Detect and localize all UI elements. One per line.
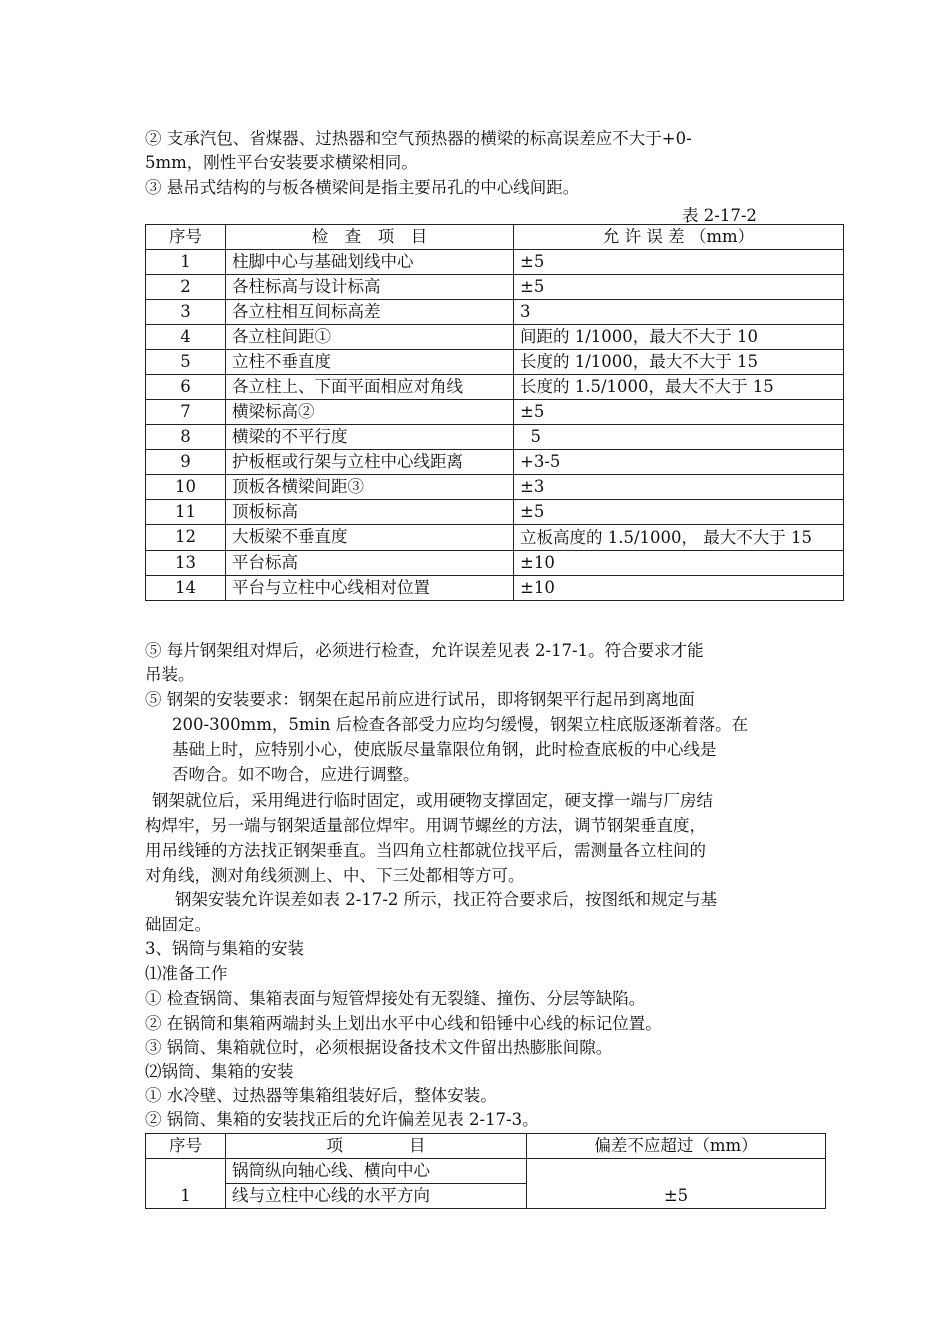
section-heading: 3、锅筒与集箱的安装 xyxy=(145,939,304,958)
row-item-line-1: 锅筒纵向轴心线、横向中心 xyxy=(226,1159,527,1184)
header-cell: 序号 xyxy=(146,225,226,250)
row-item: 各立柱上、下面平面相应对角线 xyxy=(226,375,514,400)
body-line: ② 在锅筒和集箱两端封头上划出水平中心线和铅锤中心线的标记位置。 xyxy=(145,1014,662,1033)
body-line: ① 水冷壁、过热器等集箱组装好后，整体安装。 xyxy=(145,1086,497,1105)
body-line: ① 检查锅筒、集箱表面与短管焊接处有无裂缝、撞伤、分层等缺陷。 xyxy=(145,989,646,1008)
row-number: 13 xyxy=(146,551,226,576)
row-tolerance: 长度的 1.5/1000，最大不大于 15 xyxy=(514,375,844,400)
body-line: 钢架就位后，采用绳进行临时固定，或用硬物支撑固定，硬支撑一端与厂房结 xyxy=(152,791,713,810)
table-row xyxy=(146,275,844,300)
table-header-row xyxy=(146,1134,826,1159)
row-tolerance: ±5 xyxy=(514,275,844,300)
row-item: 护板框或行架与立柱中心线距离 xyxy=(226,450,514,475)
row-tolerance: 3 xyxy=(514,300,844,325)
header-cell: 序号 xyxy=(146,1134,226,1159)
row-tolerance: ±5 xyxy=(514,500,844,525)
row-tolerance: ±5 xyxy=(514,400,844,425)
table-row xyxy=(146,425,844,450)
row-tolerance: ±5 xyxy=(527,1159,826,1209)
row-item: 各立柱间距① xyxy=(226,325,514,350)
row-tolerance: 长度的 1/1000，最大不大于 15 xyxy=(514,350,844,375)
body-line: ⑤ 钢架的安装要求：钢架在起吊前应进行试吊，即将钢架平行起吊到离地面 xyxy=(145,690,695,709)
body-line: 吊装。 xyxy=(145,665,195,684)
row-item: 顶板标高 xyxy=(226,500,514,525)
table-row xyxy=(146,1159,826,1184)
row-number: 6 xyxy=(146,375,226,400)
table-header-row xyxy=(146,225,844,250)
table-row xyxy=(146,325,844,350)
row-item: 立柱不垂直度 xyxy=(226,350,514,375)
header-cell: 允 许 误 差 （mm） xyxy=(514,225,844,250)
body-line: ③ 锅筒、集箱就位时，必须根据设备技术文件留出热膨胀间隙。 xyxy=(145,1038,613,1057)
row-item: 顶板各横梁间距③ xyxy=(226,475,514,500)
body-line: 基础上时，应特别小心，使底版尽量靠限位角钢，此时检查底板的中心线是 xyxy=(172,740,717,759)
row-item: 大板梁不垂直度 xyxy=(226,525,514,551)
table-row xyxy=(146,525,844,551)
header-cell: 检 查 项 目 xyxy=(226,225,514,250)
row-number: 1 xyxy=(146,1159,226,1209)
row-number: 4 xyxy=(146,325,226,350)
subsection-heading: ⑴准备工作 xyxy=(145,964,228,983)
tolerance-table-2-17-3 xyxy=(145,1133,826,1209)
row-tolerance: ±10 xyxy=(514,576,844,601)
row-number: 8 xyxy=(146,425,226,450)
body-line: 用吊线锤的方法找正钢架垂直。当四角立柱都就位找平后，需测量各立柱间的 xyxy=(145,841,706,860)
row-tolerance: +3-5 xyxy=(514,450,844,475)
row-number: 2 xyxy=(146,275,226,300)
row-tolerance: 间距的 1/1000，最大不大于 10 xyxy=(514,325,844,350)
body-line: 构焊牢，另一端与钢架适量部位焊牢。用调节螺丝的方法，调节钢架垂直度， xyxy=(145,816,706,835)
row-item: 横梁标高② xyxy=(226,400,514,425)
subsection-heading: ⑵锅筒、集箱的安装 xyxy=(145,1062,294,1081)
table-row xyxy=(146,400,844,425)
intro-line-3: ③ 悬吊式结构的与板各横梁间是指主要吊孔的中心线间距。 xyxy=(145,178,580,197)
table-row xyxy=(146,450,844,475)
row-number: 14 xyxy=(146,576,226,601)
row-tolerance: 立板高度的 1.5/1000， 最大不大于 15 xyxy=(514,525,844,551)
intro-line-1: ② 支承汽包、省煤器、过热器和空气预热器的横梁的标高误差应不大于+0- xyxy=(145,129,692,148)
tolerance-table-2-17-2 xyxy=(145,224,844,601)
row-tolerance: 5 xyxy=(514,425,844,450)
table-row xyxy=(146,300,844,325)
row-number: 7 xyxy=(146,400,226,425)
row-tolerance: ±3 xyxy=(514,475,844,500)
header-cell: 偏差不应超过（mm） xyxy=(527,1134,826,1159)
row-item: 柱脚中心与基础划线中心 xyxy=(226,250,514,275)
table-row xyxy=(146,350,844,375)
body-line: 否吻合。如不吻合，应进行调整。 xyxy=(172,765,420,784)
body-line: 础固定。 xyxy=(145,915,211,934)
intro-line-2: 5mm，刚性平台安装要求横梁相同。 xyxy=(145,153,418,172)
row-item: 平台标高 xyxy=(226,551,514,576)
table-row xyxy=(146,475,844,500)
row-tolerance: ±5 xyxy=(514,250,844,275)
body-line: 200-300mm，5min 后检查各部受力应均匀缓慢，钢架立柱底版逐渐着落。在 xyxy=(172,715,749,734)
row-item: 各立柱相互间标高差 xyxy=(226,300,514,325)
table1-caption: 表 2-17-2 xyxy=(682,206,757,225)
table-row xyxy=(146,576,844,601)
row-number: 3 xyxy=(146,300,226,325)
row-number: 11 xyxy=(146,500,226,525)
table-row xyxy=(146,551,844,576)
row-item: 各柱标高与设计标高 xyxy=(226,275,514,300)
header-cell: 项 目 xyxy=(226,1134,527,1159)
row-number: 9 xyxy=(146,450,226,475)
row-item: 横梁的不平行度 xyxy=(226,425,514,450)
row-item: 平台与立柱中心线相对位置 xyxy=(226,576,514,601)
body-line: 对角线，测对角线须测上、中、下三处都相等方可。 xyxy=(145,866,525,885)
row-tolerance: ±10 xyxy=(514,551,844,576)
body-line: 钢架安装允许误差如表 2-17-2 所示，找正符合要求后，按图纸和规定与基 xyxy=(175,890,718,909)
row-number: 12 xyxy=(146,525,226,551)
row-number: 5 xyxy=(146,350,226,375)
row-number: 1 xyxy=(146,250,226,275)
row-item-line-2: 线与立柱中心线的水平方向 xyxy=(226,1184,527,1209)
body-line: ② 锅筒、集箱的安装找正后的允许偏差见表 2-17-3。 xyxy=(145,1110,539,1129)
table-row xyxy=(146,500,844,525)
table-row xyxy=(146,375,844,400)
table-row xyxy=(146,250,844,275)
body-line: ⑤ 每片钢架组对焊后，必须进行检查，允许误差见表 2-17-1。符合要求才能 xyxy=(145,641,704,660)
row-number: 10 xyxy=(146,475,226,500)
